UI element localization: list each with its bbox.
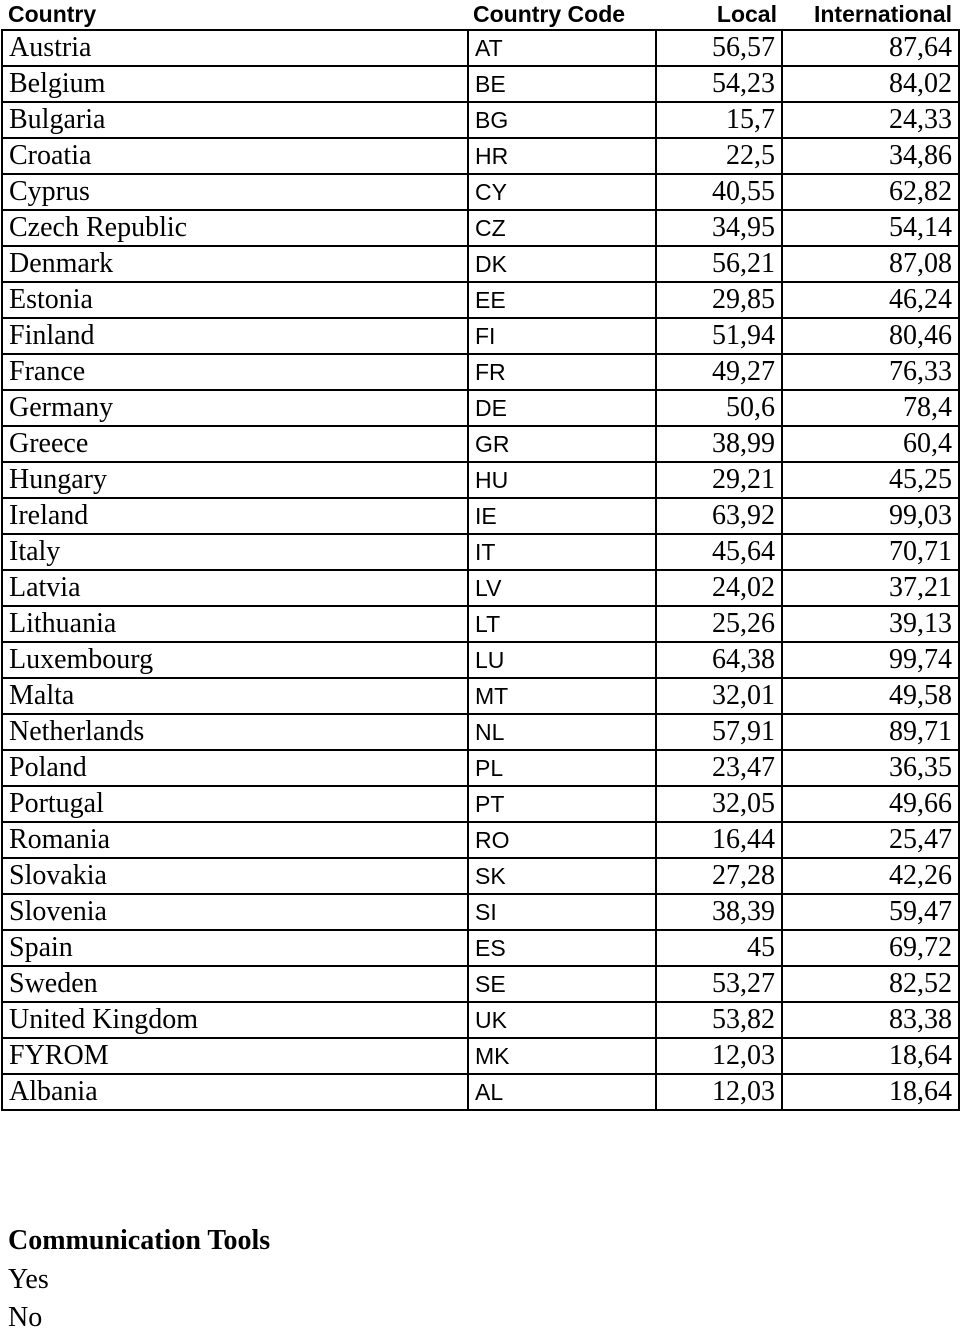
cell-country: Ireland — [2, 498, 468, 534]
table-row — [2, 894, 959, 930]
cell-country-code: PT — [468, 786, 656, 822]
table-row — [2, 678, 959, 714]
table-row — [2, 210, 959, 246]
cell-country: Albania — [2, 1074, 468, 1110]
cell-international: 49,58 — [782, 678, 959, 714]
cell-international: 39,13 — [782, 606, 959, 642]
cell-local: 22,5 — [656, 138, 782, 174]
table-row — [2, 390, 959, 426]
table-row — [2, 30, 959, 66]
cell-local: 15,7 — [656, 102, 782, 138]
cell-local: 53,82 — [656, 1002, 782, 1038]
cell-country: Croatia — [2, 138, 468, 174]
cell-country: Netherlands — [2, 714, 468, 750]
cell-international: 76,33 — [782, 354, 959, 390]
cell-local: 56,21 — [656, 246, 782, 282]
table-row — [2, 102, 959, 138]
cell-country-code: NL — [468, 714, 656, 750]
table-row — [2, 1002, 959, 1038]
cell-country-code: CY — [468, 174, 656, 210]
cell-country-code: LV — [468, 570, 656, 606]
cell-local: 29,85 — [656, 282, 782, 318]
cell-international: 87,64 — [782, 30, 959, 66]
cell-country-code: AT — [468, 30, 656, 66]
cell-country-code: UK — [468, 1002, 656, 1038]
cell-country-code: AL — [468, 1074, 656, 1110]
cell-country: Austria — [2, 30, 468, 66]
cell-country: Romania — [2, 822, 468, 858]
cell-local: 45 — [656, 930, 782, 966]
cell-country: France — [2, 354, 468, 390]
cell-local: 27,28 — [656, 858, 782, 894]
country-price-table — [1, 29, 960, 1111]
cell-local: 53,27 — [656, 966, 782, 1002]
cell-local: 12,03 — [656, 1074, 782, 1110]
cell-country-code: GR — [468, 426, 656, 462]
cell-country-code: IE — [468, 498, 656, 534]
cell-local: 34,95 — [656, 210, 782, 246]
cell-local: 63,92 — [656, 498, 782, 534]
table-row — [2, 714, 959, 750]
cell-international: 87,08 — [782, 246, 959, 282]
cell-country: Malta — [2, 678, 468, 714]
cell-country-code: SK — [468, 858, 656, 894]
cell-country: Greece — [2, 426, 468, 462]
table-row — [2, 246, 959, 282]
cell-country: Spain — [2, 930, 468, 966]
table-row — [2, 930, 959, 966]
cell-country: Belgium — [2, 66, 468, 102]
cell-international: 62,82 — [782, 174, 959, 210]
header-local: Local — [716, 1, 777, 27]
cell-local: 23,47 — [656, 750, 782, 786]
cell-international: 18,64 — [782, 1074, 959, 1110]
cell-international: 36,35 — [782, 750, 959, 786]
cell-country: FYROM — [2, 1038, 468, 1074]
table-row — [2, 462, 959, 498]
cell-international: 59,47 — [782, 894, 959, 930]
table-row — [2, 822, 959, 858]
table-row — [2, 750, 959, 786]
cell-international: 37,21 — [782, 570, 959, 606]
cell-country-code: LU — [468, 642, 656, 678]
cell-country: Bulgaria — [2, 102, 468, 138]
cell-country-code: BG — [468, 102, 656, 138]
table-body — [2, 30, 959, 1110]
cell-country-code: EE — [468, 282, 656, 318]
option-no: No — [8, 1302, 43, 1333]
cell-international: 99,03 — [782, 498, 959, 534]
cell-country: Italy — [2, 534, 468, 570]
cell-local: 38,39 — [656, 894, 782, 930]
table-row — [2, 606, 959, 642]
option-yes: Yes — [8, 1263, 49, 1295]
cell-international: 89,71 — [782, 714, 959, 750]
cell-country-code: DK — [468, 246, 656, 282]
cell-international: 60,4 — [782, 426, 959, 462]
cell-country: Cyprus — [2, 174, 468, 210]
cell-local: 51,94 — [656, 318, 782, 354]
cell-local: 16,44 — [656, 822, 782, 858]
cell-local: 32,05 — [656, 786, 782, 822]
cell-international: 80,46 — [782, 318, 959, 354]
table-row — [2, 534, 959, 570]
cell-international: 70,71 — [782, 534, 959, 570]
table-row — [2, 66, 959, 102]
cell-local: 57,91 — [656, 714, 782, 750]
cell-country: Portugal — [2, 786, 468, 822]
table-row — [2, 1038, 959, 1074]
cell-local: 38,99 — [656, 426, 782, 462]
table-row — [2, 642, 959, 678]
cell-country-code: IT — [468, 534, 656, 570]
cell-local: 29,21 — [656, 462, 782, 498]
cell-country: Slovenia — [2, 894, 468, 930]
header-international: International — [813, 1, 952, 27]
cell-country-code: CZ — [468, 210, 656, 246]
cell-international: 25,47 — [782, 822, 959, 858]
table-row — [2, 498, 959, 534]
cell-country-code: ES — [468, 930, 656, 966]
table-row — [2, 1074, 959, 1110]
cell-country: Lithuania — [2, 606, 468, 642]
cell-international: 69,72 — [782, 930, 959, 966]
cell-country: Denmark — [2, 246, 468, 282]
cell-country: Slovakia — [2, 858, 468, 894]
cell-country-code: MK — [468, 1038, 656, 1074]
cell-country-code: BE — [468, 66, 656, 102]
cell-local: 25,26 — [656, 606, 782, 642]
cell-country-code: MT — [468, 678, 656, 714]
cell-international: 46,24 — [782, 282, 959, 318]
cell-local: 12,03 — [656, 1038, 782, 1074]
header-country: Country — [8, 1, 97, 27]
cell-country-code: PL — [468, 750, 656, 786]
header-country-code: Country Code — [473, 1, 626, 27]
cell-country-code: LT — [468, 606, 656, 642]
table-row — [2, 354, 959, 390]
cell-international: 99,74 — [782, 642, 959, 678]
cell-international: 78,4 — [782, 390, 959, 426]
cell-international: 18,64 — [782, 1038, 959, 1074]
table-row — [2, 318, 959, 354]
cell-country: Poland — [2, 750, 468, 786]
cell-local: 32,01 — [656, 678, 782, 714]
cell-local: 54,23 — [656, 66, 782, 102]
communication-tools-section — [8, 1222, 270, 1338]
cell-local: 24,02 — [656, 570, 782, 606]
table-row — [2, 966, 959, 1002]
cell-international: 45,25 — [782, 462, 959, 498]
cell-international: 24,33 — [782, 102, 959, 138]
cell-local: 64,38 — [656, 642, 782, 678]
cell-local: 56,57 — [656, 30, 782, 66]
cell-country-code: FR — [468, 354, 656, 390]
table-row — [2, 138, 959, 174]
cell-country: Estonia — [2, 282, 468, 318]
cell-local: 45,64 — [656, 534, 782, 570]
cell-country-code: HU — [468, 462, 656, 498]
cell-country: Sweden — [2, 966, 468, 1002]
cell-local: 49,27 — [656, 354, 782, 390]
table-row — [2, 858, 959, 894]
table-header — [0, 0, 960, 29]
cell-international: 83,38 — [782, 1002, 959, 1038]
cell-country-code: DE — [468, 390, 656, 426]
table-row — [2, 282, 959, 318]
table-row — [2, 426, 959, 462]
cell-country: Germany — [2, 390, 468, 426]
cell-international: 84,02 — [782, 66, 959, 102]
cell-country: United Kingdom — [2, 1002, 468, 1038]
cell-country: Finland — [2, 318, 468, 354]
table-row — [2, 174, 959, 210]
cell-country: Czech Republic — [2, 210, 468, 246]
cell-local: 40,55 — [656, 174, 782, 210]
cell-country-code: RO — [468, 822, 656, 858]
cell-international: 42,26 — [782, 858, 959, 894]
table-row — [2, 570, 959, 606]
cell-international: 82,52 — [782, 966, 959, 1002]
cell-country-code: HR — [468, 138, 656, 174]
cell-country-code: FI — [468, 318, 656, 354]
cell-international: 34,86 — [782, 138, 959, 174]
cell-international: 54,14 — [782, 210, 959, 246]
cell-country: Hungary — [2, 462, 468, 498]
communication-tools-title: Communication Tools — [8, 1225, 271, 1256]
cell-country-code: SE — [468, 966, 656, 1002]
cell-country: Latvia — [2, 570, 468, 606]
table-row — [2, 786, 959, 822]
cell-local: 50,6 — [656, 390, 782, 426]
cell-country: Luxembourg — [2, 642, 468, 678]
cell-country-code: SI — [468, 894, 656, 930]
cell-international: 49,66 — [782, 786, 959, 822]
